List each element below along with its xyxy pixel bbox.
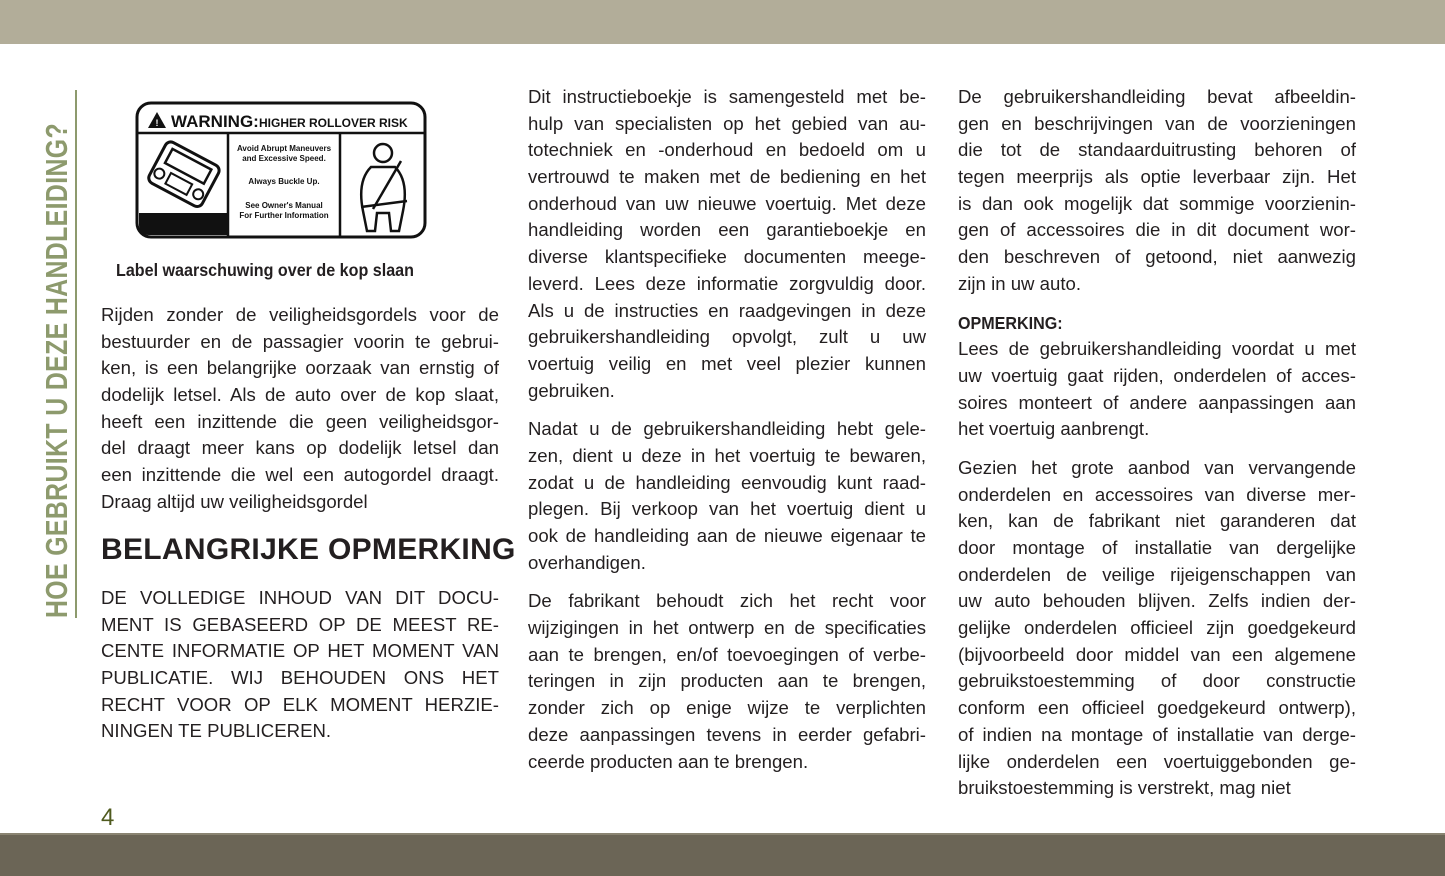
section-side-title: HOE GEBRUIKT U DEZE HANDLEIDING? <box>39 122 74 618</box>
text-line: leverd. Lees deze informatie zorgvuldig door. <box>528 272 926 294</box>
text-line: Als u de instructies en raadgevingen in deze <box>528 299 926 321</box>
text-line: onderdelen de veilige rijeigenschappen van <box>958 563 1356 585</box>
text-line: (bijvoorbeeld door middel van een algemene <box>958 643 1356 665</box>
page-number: 4 <box>101 804 115 831</box>
text-line: uw auto behouden blijven. Zelfs indien der- <box>958 590 1356 612</box>
column-3-body <box>958 84 1356 814</box>
text-line: overhandigen. <box>528 551 646 573</box>
paragraph <box>528 416 926 576</box>
text-line: plegen. Bij verkoop van het voertuig dient u <box>528 498 926 520</box>
side-title-rule <box>75 90 77 618</box>
text-line: Dit instructieboekje is samengesteld met be- <box>528 86 926 107</box>
text-line: bestuurder en de passagier voorin te gebrui- <box>101 330 499 352</box>
text-line: zen, dient u deze in het voertuig te bewaren, <box>528 444 926 466</box>
text-line: onderdelen en accessoires van diverse mer- <box>958 483 1356 505</box>
text-line: voertuig veilig en met veel plezier kunnen <box>528 352 926 374</box>
text-line: heeft een inzittende die geen veiligheidsgor- <box>101 410 499 432</box>
text-line: bruikstoestemming is verstrekt, mag niet <box>958 777 1291 799</box>
text-line: die tot de standaarduitrusting behoren of <box>958 139 1356 161</box>
text-line: Rijden zonder de veiligheidsgordels voor de <box>101 304 499 325</box>
text-line: of indien na montage of installatie van derge- <box>958 723 1356 745</box>
text-line: De gebruikershandleiding bevat afbeeldin- <box>958 86 1356 107</box>
text-line: onderhoud van uw nieuwe voertuig. Met deze <box>528 192 926 214</box>
label-title: WARNING: <box>171 112 259 131</box>
text-line: ken, kan de fabrikant niet garanderen dat <box>958 510 1356 532</box>
paragraph <box>528 84 926 404</box>
bottom-banner <box>0 833 1445 876</box>
text-line: zodat u de handleiding eenvoudig kunt raad- <box>528 471 926 493</box>
text-line: conform een officieel goedgekeurd ontwerp), <box>958 697 1356 719</box>
paragraph <box>101 585 499 745</box>
text-line: aan te brengen, en/of toevoegingen of verbe- <box>528 643 926 665</box>
text-line: zonder zich op enige wijze te verplichten <box>528 697 926 719</box>
text-line: hulp van specialisten op het gebied van au- <box>528 112 926 134</box>
text-line: gebruikstoestemming of door constructie <box>958 670 1356 692</box>
rollover-warning-label-image <box>135 101 427 239</box>
text-line: tegen meerprijs als optie leverbaar zijn. Het <box>958 166 1356 188</box>
note-heading: OPMERKING: <box>958 312 1063 333</box>
column-1-body <box>101 302 499 528</box>
text-line: ook de handleiding aan de nieuwe eigenaar te <box>528 525 926 546</box>
text-line: het voertuig aanbrengt. <box>958 418 1150 440</box>
paragraph <box>528 588 926 775</box>
text-line: Nadat u de gebruikershandleiding hebt gele- <box>528 418 926 440</box>
svg-text:HIGHER ROLLOVER RISK: HIGHER ROLLOVER RISK <box>259 116 408 130</box>
text-line: RECHT VOOR OP ELK MOMENT HERZIE- <box>101 693 499 715</box>
text-line: gen en beschrijvingen van de voorzieningen <box>958 112 1356 134</box>
text-line: De fabrikant behoudt zich het recht voor <box>528 590 926 612</box>
text-line: del draagt meer kans op dodelijk letsel dan <box>101 437 499 459</box>
text-line: diverse klantspecifieke documenten meege- <box>528 246 926 268</box>
paragraph <box>101 302 499 516</box>
text-line: gelijke onderdelen officieel zijn goedgekeurd <box>958 617 1356 639</box>
text-line: Gezien het grote aanbod van vervangende <box>958 456 1356 478</box>
text-line: Lees de gebruikershandleiding voordat u met <box>958 338 1356 360</box>
paragraph <box>958 336 1356 443</box>
text-line: lijke onderdelen een voertuiggebonden ge- <box>958 750 1356 772</box>
label-caption: Label waarschuwing over de kop slaan <box>116 260 414 280</box>
text-line: MENT IS GEBASEERD OP DE MEEST RE- <box>101 613 499 635</box>
text-line: ceerde producten aan te brengen. <box>528 750 809 772</box>
text-line: dodelijk letsel. Als de auto over de kop slaat, <box>101 384 499 406</box>
text-line: soires monteert of andere aanpassingen aan <box>958 391 1356 413</box>
text-line: DE VOLLEDIGE INHOUD VAN DIT DOCU- <box>101 587 499 608</box>
text-line: totechniek en -onderhoud en bedoeld om u <box>528 139 926 161</box>
text-line: zijn in uw auto. <box>958 272 1081 294</box>
text-line: den beschreven of getoond, niet aanwezig <box>958 246 1356 268</box>
text-line: PUBLICATIE. WIJ BEHOUDEN ONS HET <box>101 667 499 689</box>
svg-text:See Owner's Manual: See Owner's Manual <box>245 201 323 210</box>
text-line: een inzittende die wel een autogordel draagt. <box>101 464 499 486</box>
svg-text:For Further Information: For Further Information <box>239 211 329 220</box>
text-line: teringen in zijn producten aan te brengen, <box>528 670 926 692</box>
text-line: NINGEN TE PUBLICEREN. <box>101 720 332 742</box>
text-line: Draag altijd uw veiligheidsgordel <box>101 490 368 512</box>
text-line: deze aanpassingen tevens in eerder gefabri- <box>528 723 926 745</box>
text-line: gebruiken. <box>528 379 615 401</box>
text-line: is dan ook mogelijk dat sommige voorzienin- <box>958 192 1356 214</box>
text-line: handleiding worden een garantieboekje en <box>528 219 926 241</box>
text-line: ken, is een belangrijke oorzaak van ernstig of <box>101 357 499 379</box>
top-banner <box>0 0 1445 44</box>
column-2-body <box>528 84 926 787</box>
text-line: wijzigingen in het ontwerp en de specificaties <box>528 617 926 639</box>
text-line: CENTE INFORMATIE OP HET MOMENT VAN <box>101 640 499 662</box>
svg-text:and Excessive Speed.: and Excessive Speed. <box>242 154 326 163</box>
svg-text:!: ! <box>155 118 159 128</box>
text-line: door montage of installatie van dergelijke <box>958 537 1356 558</box>
svg-text:Avoid Abrupt Maneuvers: Avoid Abrupt Maneuvers <box>236 144 332 153</box>
svg-text:Always Buckle Up.: Always Buckle Up. <box>248 177 320 186</box>
text-line: gen of accessoires die in dit document wor- <box>958 219 1356 241</box>
important-note-text <box>101 585 499 757</box>
text-line: gebruikershandleiding opvolgt, zult u uw <box>528 326 926 348</box>
text-line: vertrouwd te maken met de bediening en het <box>528 166 926 188</box>
important-note-heading: BELANGRIJKE OPMERKING <box>101 533 516 566</box>
paragraph <box>958 84 1356 298</box>
paragraph <box>958 455 1356 802</box>
text-line: uw voertuig gaat rijden, onderdelen of acces- <box>958 364 1356 386</box>
